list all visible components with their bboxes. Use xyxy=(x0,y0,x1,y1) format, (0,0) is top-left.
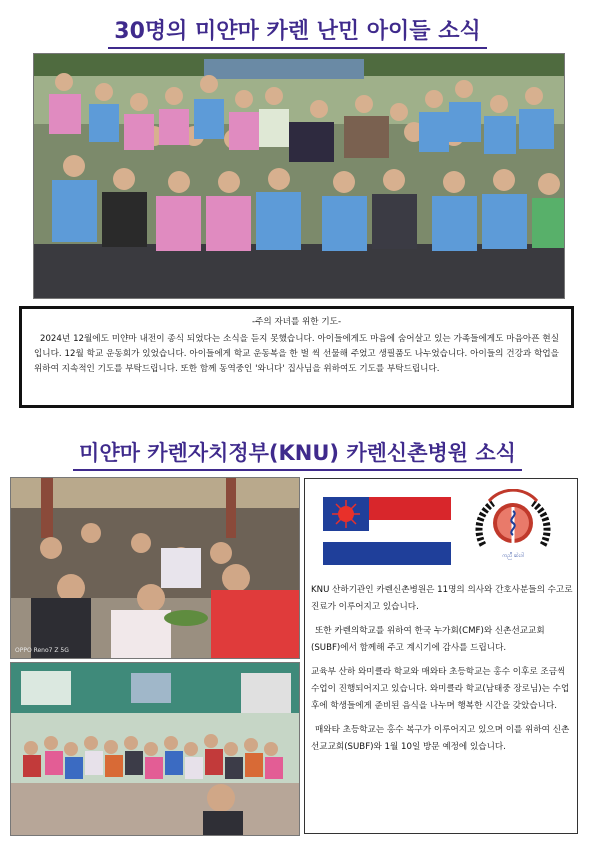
logo-text: ကညီ ဆဲးဒါ xyxy=(502,553,524,559)
group-photo-children xyxy=(33,53,565,299)
news-paragraph-3: 교육부 산하 와미클라 학교와 매와타 초등학교는 홍수 이후로 조금씩 수업이 진행되어지고 있습니다. 와미클라 학교(남태중 장로님)는 수업 후에 학생들에게 준비된 음식을 나누며 행복한 시간을 갖았습니다. xyxy=(311,667,570,711)
page-title-text: 30명의 미얀마 카렌 난민 아이들 소식 xyxy=(108,14,486,49)
hospital-logo xyxy=(469,489,557,575)
prayer-body: 2024년 12월에도 미얀마 내전이 종식 되었다는 소식을 듣지 못했습니다. 아이들에게도 마음에 숨어살고 있는 가족들에게도 마음아픈 현실입니다. 12월 학교 운동회가 있었습니다. 아이들에게 학교 운동복을 한 벌 씩 선물해 주었고 생필품도 나누었습니다. 아이들의 건강과 학업을 위하여 지속적인 기도를 부탁드립니다. 또한 함께 동역중인 '와니다' 집사님을 위하여도 기도를 부탁드립니다. xyxy=(34,334,559,374)
photo-classroom-children xyxy=(10,662,300,836)
news-paragraph-4: 매와타 초등학교는 홍수 복구가 이루어지고 있으며 이를 위하여 신촌선교교회(SUBF)와 1월 10일 방문 예정에 있습니다. xyxy=(311,725,570,752)
news-paragraph-1: KNU 산하기관인 카렌신촌병원은 11명의 의사와 간호사분들의 수고로 진료가 이루어지고 있습니다. xyxy=(311,585,573,612)
photo-children-eating xyxy=(10,477,300,659)
section-title xyxy=(0,437,595,471)
section-title-text: 미얀마 카렌자치정부(KNU) 카렌신촌병원 소식 xyxy=(73,437,522,471)
photo-caption: OPPO Reno7 Z 5G xyxy=(15,647,69,654)
prayer-heading: -주의 자녀를 위한 기도- xyxy=(251,317,342,327)
prayer-box xyxy=(19,306,574,408)
page-title xyxy=(0,14,595,49)
karen-flag-image xyxy=(323,497,451,565)
news-paragraph-2: 또한 카렌의학교를 위하여 한국 누가회(CMF)와 신촌선교교회(SUBF)에서 함께해 주고 계시기에 감사를 드립니다. xyxy=(311,626,545,653)
news-text xyxy=(311,582,573,763)
news-box xyxy=(304,478,578,834)
